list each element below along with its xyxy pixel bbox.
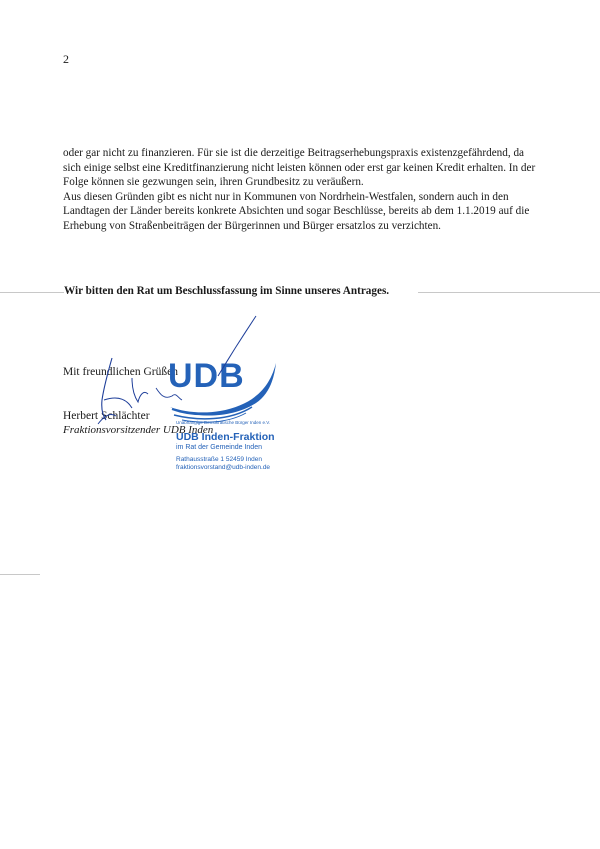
page-number: 2 bbox=[63, 52, 69, 66]
udb-logo-text: UDB bbox=[168, 357, 245, 395]
signer-name: Herbert Schlächter bbox=[63, 410, 150, 422]
scan-line bbox=[418, 292, 600, 293]
stamp-org: UDB Inden-Fraktion bbox=[176, 431, 275, 443]
paragraph-reasons: Aus diesen Gründen gibt es nicht nur in Kommunen von Nordrhein-Westfalen, sondern auch in den Landtagen der Länder bereits konkrete Absichten und sogar Beschlüsse, bereits ab dem 1.1.2019 auf die Erhebung von Straßenbeiträgen der Bürgerinnen und Bürger ersatzlos zu verzichten. bbox=[63, 190, 530, 232]
closing-request: Wir bitten den Rat um Beschlussfassung im Sinne unseres Antrages. bbox=[64, 285, 390, 297]
signer-role: Fraktionsvorsitzender UDB Inden bbox=[63, 424, 214, 436]
stamp-address: Rathausstraße 1 52459 Inden bbox=[176, 456, 263, 463]
greeting: Mit freundlichen Grüßen bbox=[63, 366, 178, 378]
paragraph-financing: oder gar nicht zu finanzieren. Für sie ist die derzeitige Beitragserhebungspraxis existenzgefährdend, da sich einige selbst eine Kreditfinanzierung nicht leisten können oder erst gar keinen Kredit erhalten. In der Folge können sie gezwungen sein, ihren Grundbesitz zu veräußern. bbox=[63, 147, 536, 189]
stamp-sub: im Rat der Gemeinde Inden bbox=[176, 444, 262, 451]
scan-line bbox=[0, 574, 40, 575]
stamp-email: fraktionsvorstand@udb-inden.de bbox=[176, 464, 271, 471]
stamp-tagline: Unabhängige Demokratische Bürger Inden e.V. bbox=[176, 420, 271, 425]
udb-logo bbox=[158, 357, 288, 429]
body-text bbox=[63, 146, 539, 234]
scan-line bbox=[0, 292, 64, 293]
